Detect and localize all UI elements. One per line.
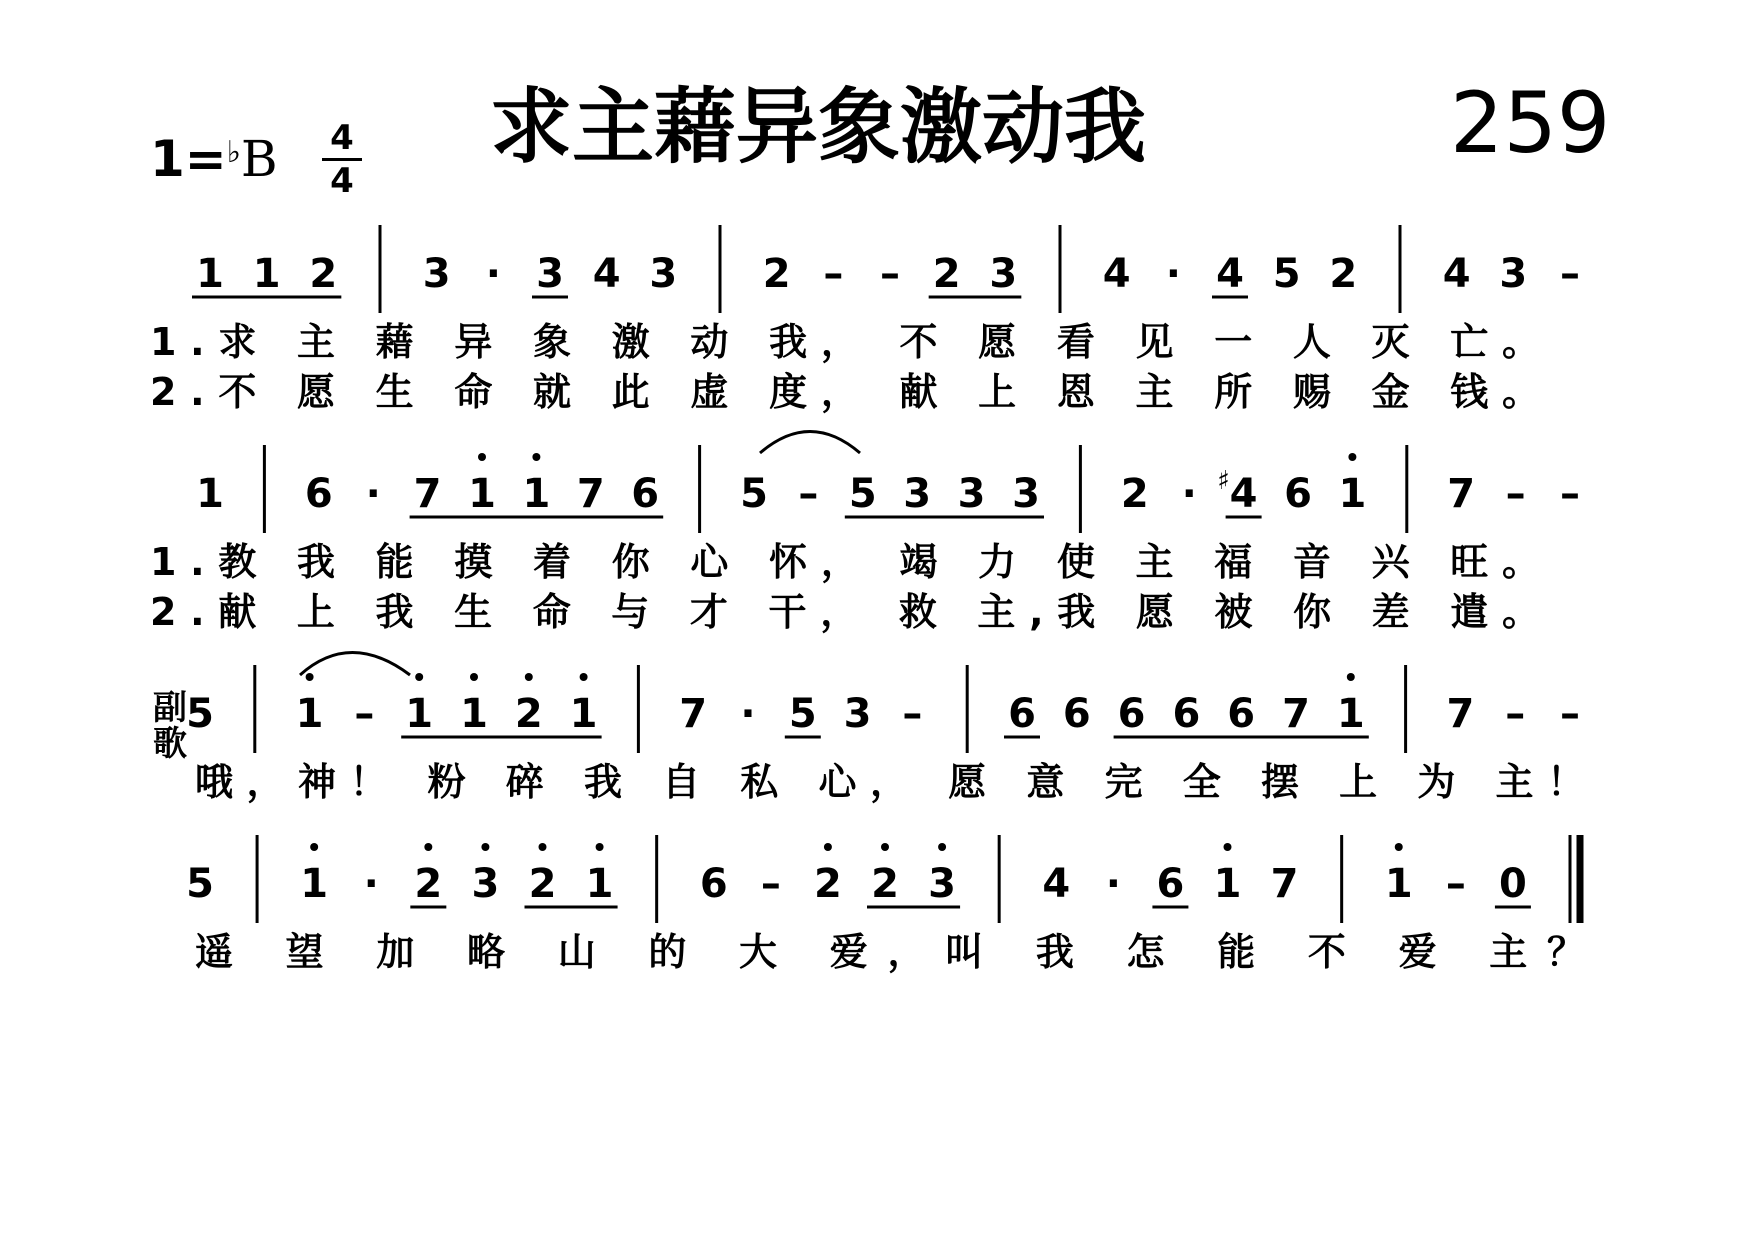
octave-dot bbox=[478, 453, 486, 461]
octave-dot bbox=[424, 843, 432, 851]
note: 1 bbox=[1384, 861, 1413, 907]
note: 2 bbox=[309, 251, 338, 297]
note: 1 bbox=[1336, 691, 1365, 737]
note: – bbox=[880, 251, 900, 297]
note: 6 bbox=[631, 471, 660, 517]
note: – bbox=[1505, 471, 1526, 517]
note: 1 bbox=[1213, 861, 1242, 907]
note: 3 bbox=[536, 251, 564, 297]
note: – bbox=[1560, 691, 1580, 737]
note: 4 bbox=[1216, 251, 1244, 297]
note: – bbox=[1560, 251, 1580, 297]
note: 1 bbox=[196, 471, 224, 517]
note: · bbox=[1181, 471, 1197, 517]
note: 4 bbox=[1102, 251, 1131, 297]
note: 3 bbox=[649, 251, 678, 297]
note: · bbox=[1105, 861, 1121, 907]
note: 2 bbox=[1329, 251, 1358, 297]
note: 3 bbox=[957, 471, 986, 517]
note: – bbox=[823, 251, 844, 297]
note: 5 bbox=[1272, 251, 1301, 297]
note: 3 bbox=[843, 691, 872, 737]
note: 1 bbox=[569, 691, 598, 737]
note: 6 bbox=[1117, 691, 1146, 737]
note: 2 bbox=[871, 861, 899, 907]
octave-dot bbox=[525, 673, 533, 681]
octave-dot bbox=[1395, 843, 1403, 851]
slur bbox=[760, 432, 860, 454]
note: 6 bbox=[1227, 691, 1256, 737]
note: 3 bbox=[422, 251, 451, 297]
note: 6 bbox=[304, 471, 333, 517]
note: 6 bbox=[1156, 861, 1185, 907]
chorus-label-char: 歌 bbox=[153, 724, 187, 764]
lyric-line: 2.不 愿 生 命 就 此 虚 度， 献 上 恩 主 所 赐 金 钱。 bbox=[150, 370, 1541, 414]
note: · bbox=[740, 691, 756, 737]
note: 5 bbox=[848, 471, 877, 517]
note: 7 bbox=[576, 471, 605, 517]
octave-dot bbox=[824, 843, 832, 851]
note: 1 bbox=[1338, 471, 1367, 517]
note: 6 bbox=[1172, 691, 1201, 737]
octave-dot bbox=[415, 673, 423, 681]
octave-dot bbox=[532, 453, 540, 461]
note: 3 bbox=[1012, 471, 1040, 517]
note: – bbox=[902, 691, 923, 737]
note: · bbox=[365, 471, 381, 517]
octave-dot bbox=[1224, 843, 1232, 851]
note: 1 bbox=[196, 251, 224, 297]
octave-dot bbox=[1347, 673, 1355, 681]
note: 3 bbox=[989, 251, 1018, 297]
note: 1 bbox=[585, 861, 614, 907]
flat-sign: ♭ bbox=[226, 135, 241, 170]
note: 4 bbox=[1229, 471, 1258, 517]
note: 3 bbox=[1499, 251, 1528, 297]
note: 6 bbox=[1008, 691, 1036, 737]
note: · bbox=[1165, 251, 1181, 297]
octave-dot bbox=[306, 673, 314, 681]
note: 3 bbox=[928, 861, 957, 907]
note: 1 bbox=[522, 471, 551, 517]
note: – bbox=[1560, 471, 1580, 517]
octave-dot bbox=[938, 843, 946, 851]
note: 4 bbox=[1042, 861, 1071, 907]
chorus-label-char: 副 bbox=[153, 688, 187, 728]
key-prefix: 1= bbox=[150, 130, 227, 188]
hymn-title: 求主藉异象激动我 bbox=[490, 80, 1147, 175]
note: 7 bbox=[413, 471, 442, 517]
octave-dot bbox=[310, 843, 318, 851]
note: – bbox=[354, 691, 375, 737]
note: 6 bbox=[1284, 471, 1312, 517]
note: · bbox=[363, 861, 379, 907]
lyric-line: 1.教 我 能 摸 着 你 心 怀， 竭 力 使 主 福 音 兴 旺。 bbox=[150, 540, 1541, 584]
note: 6 bbox=[699, 861, 728, 907]
note: 6 bbox=[1062, 691, 1091, 737]
note: 1 bbox=[300, 861, 329, 907]
note: · bbox=[485, 251, 501, 297]
note: 1 bbox=[295, 691, 324, 737]
note: 2 bbox=[932, 251, 961, 297]
note: 7 bbox=[679, 691, 708, 737]
note: 2 bbox=[514, 691, 543, 737]
note: 2 bbox=[414, 861, 443, 907]
note: 3 bbox=[471, 861, 500, 907]
note: 2 bbox=[813, 861, 842, 907]
time-signature-top: 4 bbox=[322, 118, 362, 161]
note: 4 bbox=[1442, 251, 1471, 297]
octave-dot bbox=[596, 843, 604, 851]
note: 7 bbox=[1270, 861, 1299, 907]
note: 2 bbox=[528, 861, 557, 907]
octave-dot bbox=[580, 673, 588, 681]
lyric-line: 遥 望 加 略 山 的 大 爱，叫 我 怎 能 不 爱 主？ bbox=[195, 930, 1585, 974]
sharp-sign: ♯ bbox=[1217, 466, 1230, 496]
note: 2 bbox=[1120, 471, 1149, 517]
note: 3 bbox=[903, 471, 932, 517]
octave-dot bbox=[881, 843, 889, 851]
note: 1 bbox=[405, 691, 434, 737]
note: 5 bbox=[740, 471, 768, 517]
hymn-number: 259 bbox=[1450, 74, 1611, 172]
note: 0 bbox=[1498, 861, 1527, 907]
lyric-line: 1.求 主 藉 异 象 激 动 我， 不 愿 看 见 一 人 灭 亡。 bbox=[150, 320, 1541, 364]
note: 1 bbox=[252, 251, 281, 297]
note: 7 bbox=[1282, 691, 1310, 737]
note: 1 bbox=[460, 691, 488, 737]
time-signature-bottom: 4 bbox=[330, 161, 354, 201]
key-note: B bbox=[240, 130, 278, 188]
note: 5 bbox=[186, 691, 214, 737]
note: 2 bbox=[762, 251, 791, 297]
note: 7 bbox=[1446, 691, 1475, 737]
octave-dot bbox=[470, 673, 478, 681]
note: – bbox=[798, 471, 819, 517]
note: 5 bbox=[186, 861, 214, 907]
octave-dot bbox=[1348, 453, 1356, 461]
octave-dot bbox=[481, 843, 489, 851]
note: 1 bbox=[468, 471, 496, 517]
note: 5 bbox=[788, 691, 817, 737]
note: 4 bbox=[592, 251, 621, 297]
note: – bbox=[1505, 691, 1526, 737]
note: 7 bbox=[1447, 471, 1476, 517]
note: – bbox=[760, 861, 781, 907]
note: – bbox=[1445, 861, 1466, 907]
lyric-line: 2.献 上 我 生 命 与 才 干， 救 主,我 愿 被 你 差 遣。 bbox=[150, 590, 1540, 634]
lyric-line: 哦，神！ 粉 碎 我 自 私 心， 愿 意 完 全 摆 上 为 主！ bbox=[195, 760, 1585, 804]
octave-dot bbox=[539, 843, 547, 851]
slur bbox=[300, 653, 410, 676]
